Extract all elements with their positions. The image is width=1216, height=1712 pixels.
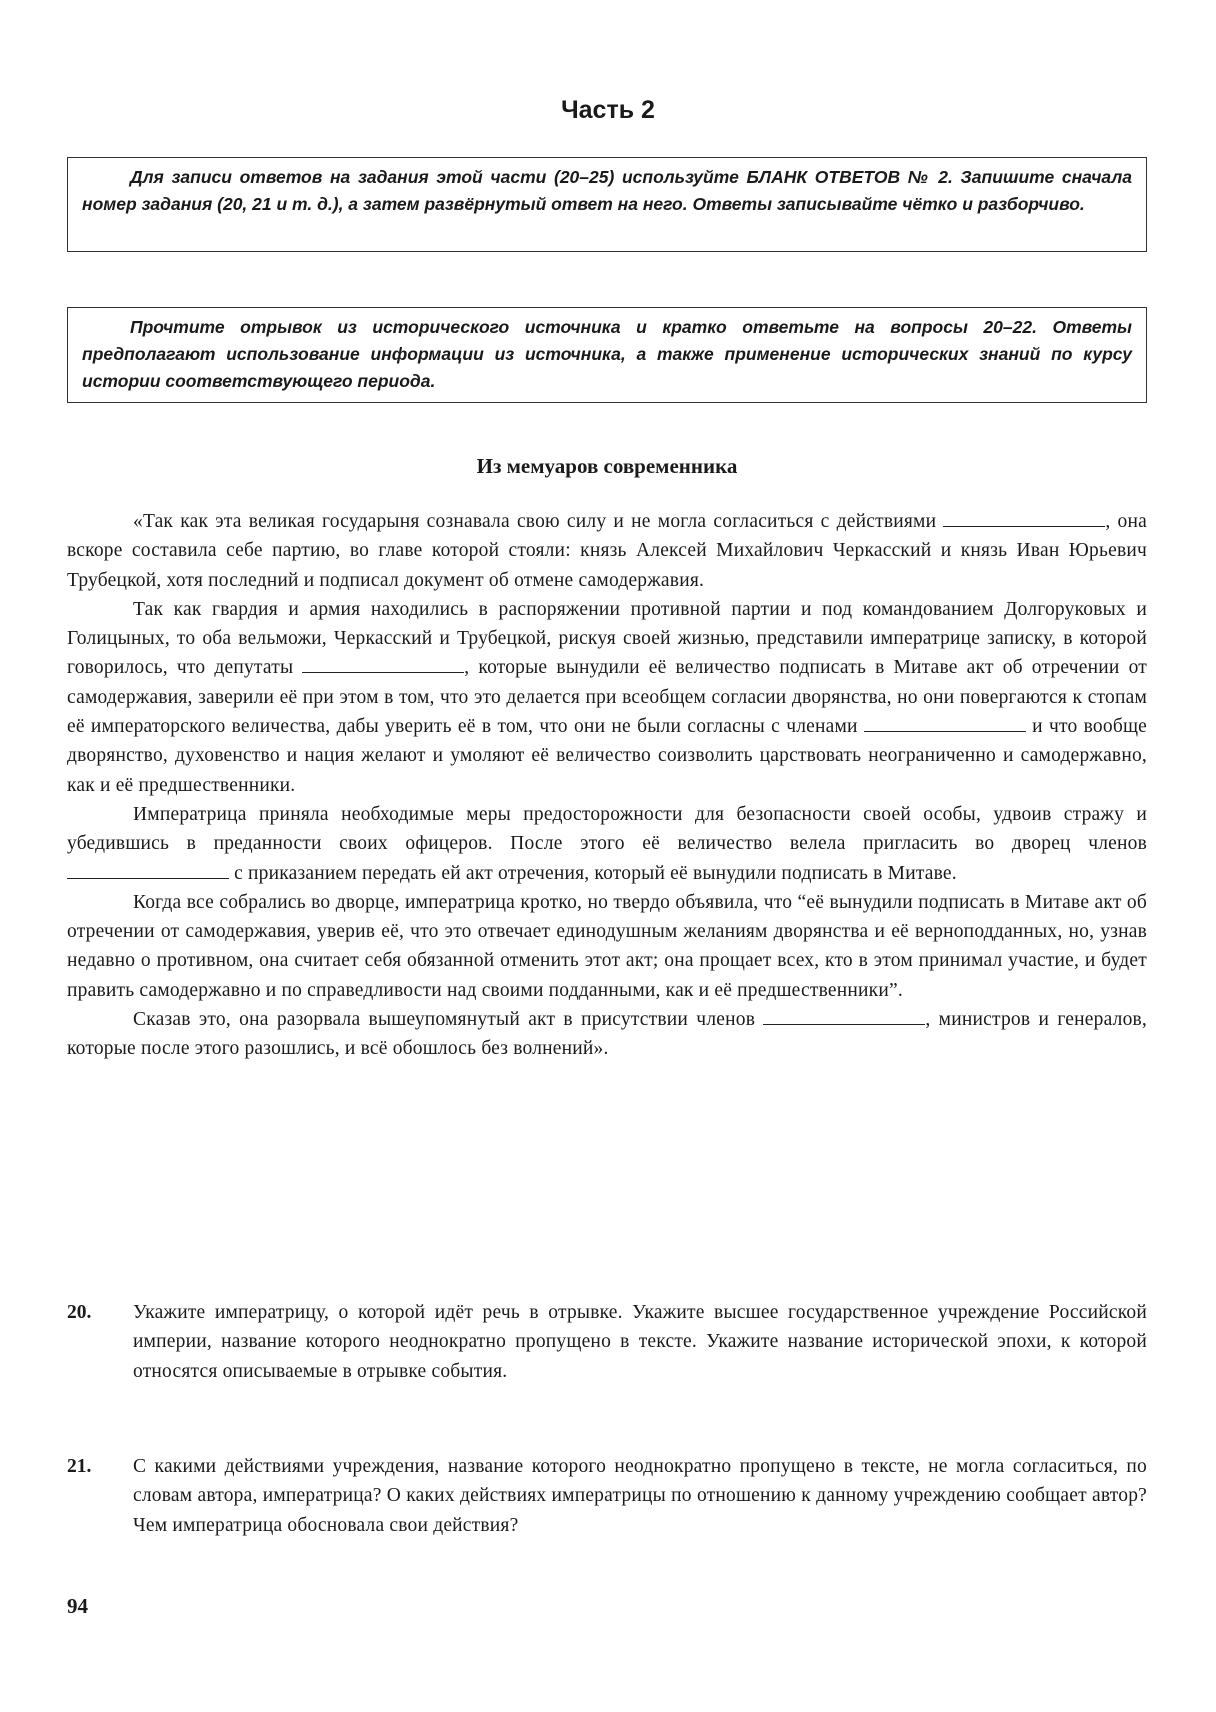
question-number: 20. — [67, 1302, 92, 1323]
excerpt-paragraph-1 — [67, 507, 1147, 595]
source-title: Из мемуаров современника — [476, 454, 738, 478]
gap-blank — [864, 713, 1026, 732]
question-20 — [67, 1298, 1147, 1386]
excerpt-text: Сказав это, она разорвала вышеупомянутый акт в присутствии членов — [133, 1009, 756, 1031]
answer-instructions-box: Для записи ответов на задания этой части (20–25) используйте БЛАНК ОТВЕТОВ № 2. Запишите сначала номер задания (20, 21 и т. д.), а затем развёрнутый ответ на него. Ответы записывайте чётко и разборчиво. — [67, 157, 1147, 252]
gap-blank — [763, 1006, 925, 1025]
source-excerpt — [67, 507, 1147, 1064]
question-text: С какими действиями учреждения, название которого неоднократно пропущено в тексте, не могла согласиться, по словам автора, императрица? О каких действиях императрицы по отношению к данному учреждению сообщает автор? Чем императрица обосновала свои действия? — [133, 1456, 1147, 1536]
gap-blank — [67, 860, 229, 879]
question-21 — [67, 1452, 1147, 1540]
excerpt-text: Императрица приняла необходимые меры предосторожности для безопасности своей особы, удвоив стражу и убедившись в преданности своих офицеров. После этого её величество велела пригласить во дворец членов — [67, 803, 1147, 855]
excerpt-paragraph-5 — [67, 1005, 1147, 1064]
excerpt-text: «Так как эта великая государыня сознавала свою силу и не могла согласиться с действиями — [133, 511, 937, 532]
question-number: 21. — [67, 1456, 92, 1477]
excerpt-text: , которые вынудили её величество подписать в Митаве акт об отречении от самодержавия, заверили её при этом в том, что это делается при всеобщем согласии дворянства, но они повергаются к стопам её императорского величества, дабы уверить её в том, что они не были согласны с членами — [67, 657, 1147, 738]
part-title: Часть 2 — [561, 96, 655, 124]
excerpt-text: и что вообще дворянство, духовенство и нация желают и умоляют её величество соизволить царствовать неограниченно и самодержавно, как и её предшественники. — [67, 716, 1148, 796]
excerpt-paragraph-3 — [67, 800, 1147, 888]
question-text: Укажите императрицу, о которой идёт речь в отрывке. Укажите высшее государственное учреждение Российской империи, название которого неоднократно пропущено в тексте. Укажите название исторической эпохи, к которой относятся описываемые в отрывке события. — [133, 1302, 1147, 1382]
excerpt-text: , она вскоре составила себе партию, во главе которой стояли: князь Алексей Михайлович Черкасский и князь Иван Юрьевич Трубецкой, хотя последний и подписал документ об отмене самодержавия. — [67, 511, 1148, 591]
gap-blank — [943, 508, 1105, 527]
page-number: 94 — [67, 1594, 88, 1618]
excerpt-text: с приказанием передать ей акт отречения, который её вынудили подписать в Митаве. — [234, 862, 957, 884]
gap-blank — [302, 654, 464, 673]
source-instructions-box: Прочтите отрывок из исторического источника и кратко ответьте на вопросы 20–22. Ответы предполагают использование информации из источника, а также применение исторических знаний по курсу истории соответствующего периода. — [67, 307, 1147, 403]
excerpt-text: , министров и генералов, которые после этого разошлись, и всё обошлось без волнений». — [67, 1009, 1147, 1060]
excerpt-paragraph-2 — [67, 595, 1147, 800]
excerpt-text: Так как гвардия и армия находились в распоряжении противной партии и под командованием Долгоруковых и Голицыных, то оба вельможи, Черкасский и Трубецкой, рискуя своей жизнью, представили императрице записку, в которой говорилось, что депутаты — [67, 598, 1147, 679]
excerpt-paragraph-4: Когда все собрались во дворце, императрица кротко, но твердо объявила, что “её вынудили подписать в Митаве акт об отречении от самодержавия, уверив её, что это отвечает единодушным желаниям дворянства и её верноподданных, но, узнав недавно о противном, она считает себя обязанной отменить этот акт; она прощает всех, кто в этом принимал участие, и будет править самодержавно и по справедливости над своими подданными, как и её предшественники”. — [67, 891, 1147, 1001]
